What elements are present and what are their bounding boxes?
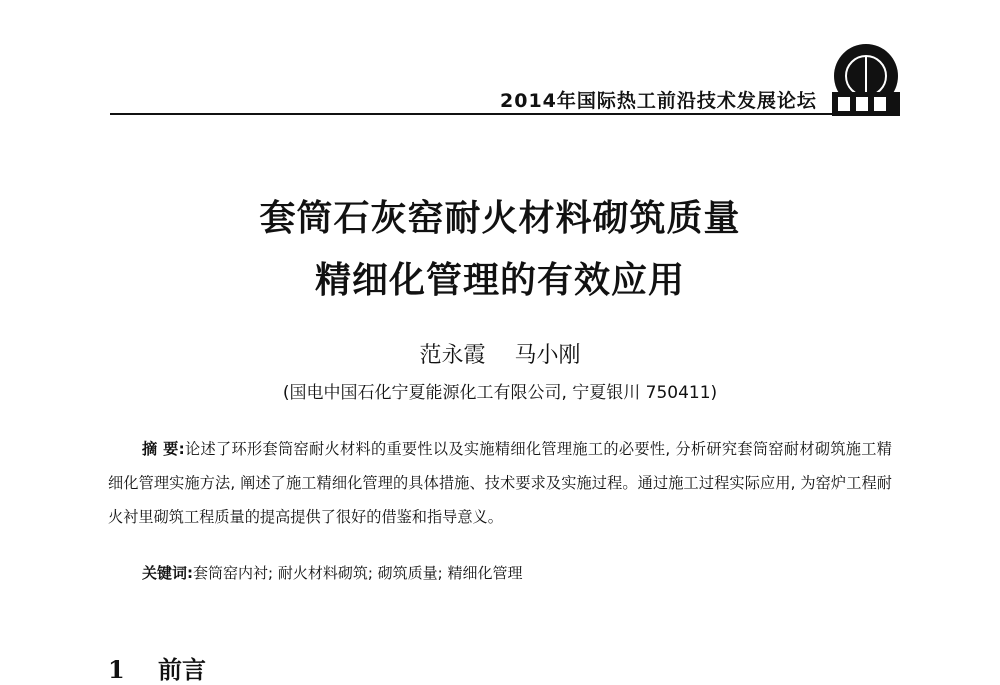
conference-title: 2014年国际热工前沿技术发展论坛 — [500, 90, 817, 112]
abstract-label: 摘 要: — [142, 440, 185, 458]
paper-title-line-1: 套筒石灰窑耐火材料砌筑质量 — [259, 198, 741, 239]
section-heading — [108, 650, 206, 685]
affiliation: (国电中国石化宁夏能源化工有限公司, 宁夏银川 750411) — [282, 383, 718, 403]
header-rule — [110, 113, 890, 115]
conference-logo — [826, 40, 904, 120]
abstract-text: 论述了环形套筒窑耐火材料的重要性以及实施精细化管理施工的必要性, 分析研究套筒窑耐材砌筑施工精细化管理实施方法, 阐述了施工精细化管理的具体措施、技术要求及实施过程。通过施工过程实际应用, 为窑炉工程耐火衬里砌筑工程质量的提高提供了很好的借鉴和指导意义。 — [108, 440, 892, 526]
abstract-paragraph — [108, 432, 892, 534]
section-title: 前言 — [158, 655, 206, 684]
keywords-text: 套筒窑内衬; 耐火材料砌筑; 砌筑质量; 精细化管理 — [193, 564, 523, 582]
keywords-label: 关键词: — [142, 564, 193, 582]
keywords-line — [142, 562, 522, 583]
section-number: 1 — [108, 655, 125, 684]
paper-title-line-2: 精细化管理的有效应用 — [314, 260, 685, 301]
authors: 范永霞 马小刚 — [419, 343, 581, 368]
